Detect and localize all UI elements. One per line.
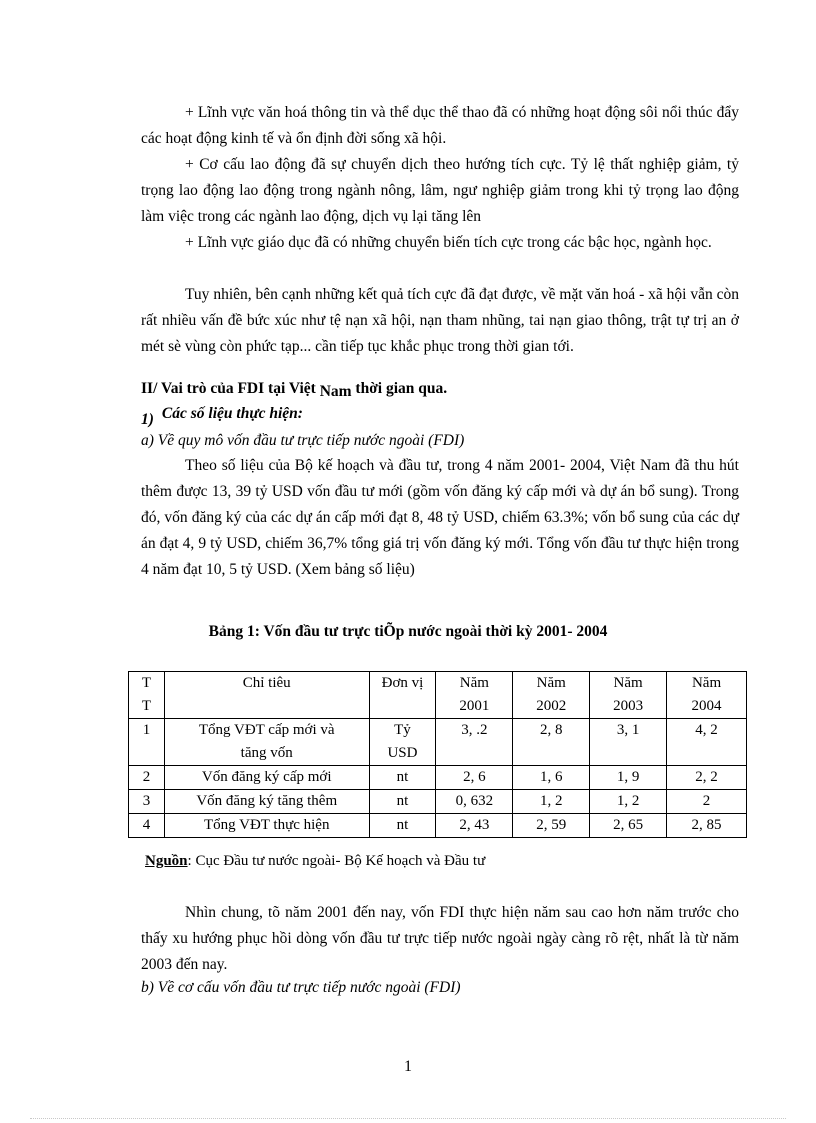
- header-cell: Năm 2003: [590, 672, 667, 719]
- table-row: [129, 814, 747, 838]
- paragraph-labor: + Cơ cấu lao động đã sự chuyển dịch theo hướng tích cực. Tỷ lệ thất nghiệp giảm, tỷ trọng lao động lao động trong ngành nông, lâm, ngư nghiệp giảm trong khi tỷ trọng lao động làm việc trong các ngành lao động, dịch vụ lại tăng lên: [141, 156, 739, 225]
- table-header-row: [129, 672, 747, 719]
- paragraph-culture: + Lĩnh vực văn hoá thông tin và thể dục thể thao đã có những hoạt động sôi nổi thúc đẩy các hoạt động kinh tế và ổn định đời sống xã hội.: [141, 104, 739, 147]
- section-heading-fdi-role: [141, 376, 447, 402]
- header-cell: Chỉ tiêu: [164, 672, 369, 719]
- header-cell: Năm 2004: [667, 672, 747, 719]
- table-cell: 2, 59: [513, 814, 590, 838]
- table-cell: Vốn đăng ký cấp mới: [164, 766, 369, 790]
- subsection-heading: [141, 401, 303, 427]
- source-text: : Cục Đầu tư nước ngoài- Bộ Kế hoạch và Đầu tư: [187, 853, 486, 869]
- table-cell: Tổng VĐT thực hiện: [164, 814, 369, 838]
- header-cell: Đơn vị: [369, 672, 436, 719]
- table-cell: 2, 43: [436, 814, 513, 838]
- table-cell: 3, .2: [436, 719, 513, 766]
- table-cell: 2, 2: [667, 766, 747, 790]
- table-cell: 2, 85: [667, 814, 747, 838]
- table-cell: 2, 6: [436, 766, 513, 790]
- table-cell: 2: [667, 790, 747, 814]
- fdi-table: [128, 671, 747, 838]
- table-cell: 1, 2: [513, 790, 590, 814]
- heading-part-2: Nam: [319, 383, 352, 400]
- paragraph-however: Tuy nhiên, bên cạnh những kết quả tích cực đã đạt được, về mặt văn hoá - xã hội vẫn còn rất nhiều vấn đề bức xúc như tệ nạn xã hội, nạn tham nhũng, tai nạn giao thông, trật tự trị an ở mét sè vùng còn phức tạp... cần tiếp tục khắc phục trong thời gian tới.: [141, 286, 739, 355]
- page-number: 1: [404, 1058, 412, 1075]
- table-cell: 4: [129, 814, 165, 838]
- paragraph-statistics: Theo số liệu của Bộ kế hoạch và đầu tư, trong 4 năm 2001- 2004, Việt Nam đã thu hút thêm được 13, 39 tỷ USD vốn đầu tư mới (gồm vốn đăng ký cấp mới và dự án bổ sung). Trong đó, vốn đăng ký của các dự án cấp mới đạt 8, 48 tỷ USD, chiếm 63.3%; vốn bổ sung của các dự án đạt 4, 9 tỷ USD, chiếm 36,7% tổng giá trị vốn đăng ký mới. Tổng vốn đầu tư thực hiện trong 4 năm đạt 10, 5 tỷ USD. (Xem bảng số liệu): [141, 457, 739, 578]
- subsection-number: 1): [141, 411, 154, 428]
- paragraph-education: + Lĩnh vực giáo dục đã có những chuyển biến tích cực trong các bậc học, ngành học.: [185, 234, 712, 251]
- subheading-scale: a) Về quy mô vốn đầu tư trực tiếp nước ngoài (FDI): [141, 432, 465, 449]
- table-cell: 3: [129, 790, 165, 814]
- table-cell: Tỷ USD: [369, 719, 436, 766]
- subsection-title: Các số liệu thực hiện:: [161, 405, 303, 422]
- table-caption: Bảng 1: Vốn đầu tư trực tiÕp nước ngoài thời kỳ 2001- 2004: [208, 623, 608, 640]
- table-cell: 1, 6: [513, 766, 590, 790]
- table-cell: nt: [369, 790, 436, 814]
- table-cell: 2: [129, 766, 165, 790]
- table-cell: 0, 632: [436, 790, 513, 814]
- table-cell: 1: [129, 719, 165, 766]
- header-cell: Năm 2001: [436, 672, 513, 719]
- heading-part-1: II/ Vai trò của FDI tại Việt: [141, 380, 316, 397]
- header-cell: Năm 2002: [513, 672, 590, 719]
- source-label: Nguồn: [145, 853, 188, 869]
- table-cell: 3, 1: [590, 719, 667, 766]
- table-source: [145, 853, 485, 870]
- table-row: [129, 766, 747, 790]
- table-cell: nt: [369, 814, 436, 838]
- table-cell: Vốn đăng ký tăng thêm: [164, 790, 369, 814]
- table-cell: 1, 2: [590, 790, 667, 814]
- table-cell: 2, 8: [513, 719, 590, 766]
- table-row: [129, 790, 747, 814]
- table-cell: 4, 2: [667, 719, 747, 766]
- paragraph-trend: Nhìn chung, tõ năm 2001 đến nay, vốn FDI thực hiện năm sau cao hơn năm trước cho thấy xu hướng phục hồi dòng vốn đầu tư trực tiếp nước ngoài ngày càng rõ rệt, nhất là từ năm 2003 đến nay.: [141, 904, 739, 973]
- subheading-structure: b) Về cơ cấu vốn đầu tư trực tiếp nước ngoài (FDI): [141, 979, 461, 996]
- header-cell: T T: [129, 672, 165, 719]
- table-row: [129, 719, 747, 766]
- table-cell: 1, 9: [590, 766, 667, 790]
- heading-part-3: thời gian qua.: [355, 380, 448, 397]
- table-cell: Tổng VĐT cấp mới và tăng vốn: [164, 719, 369, 766]
- table-cell: 2, 65: [590, 814, 667, 838]
- page-bottom-divider: [30, 1118, 786, 1119]
- table-cell: nt: [369, 766, 436, 790]
